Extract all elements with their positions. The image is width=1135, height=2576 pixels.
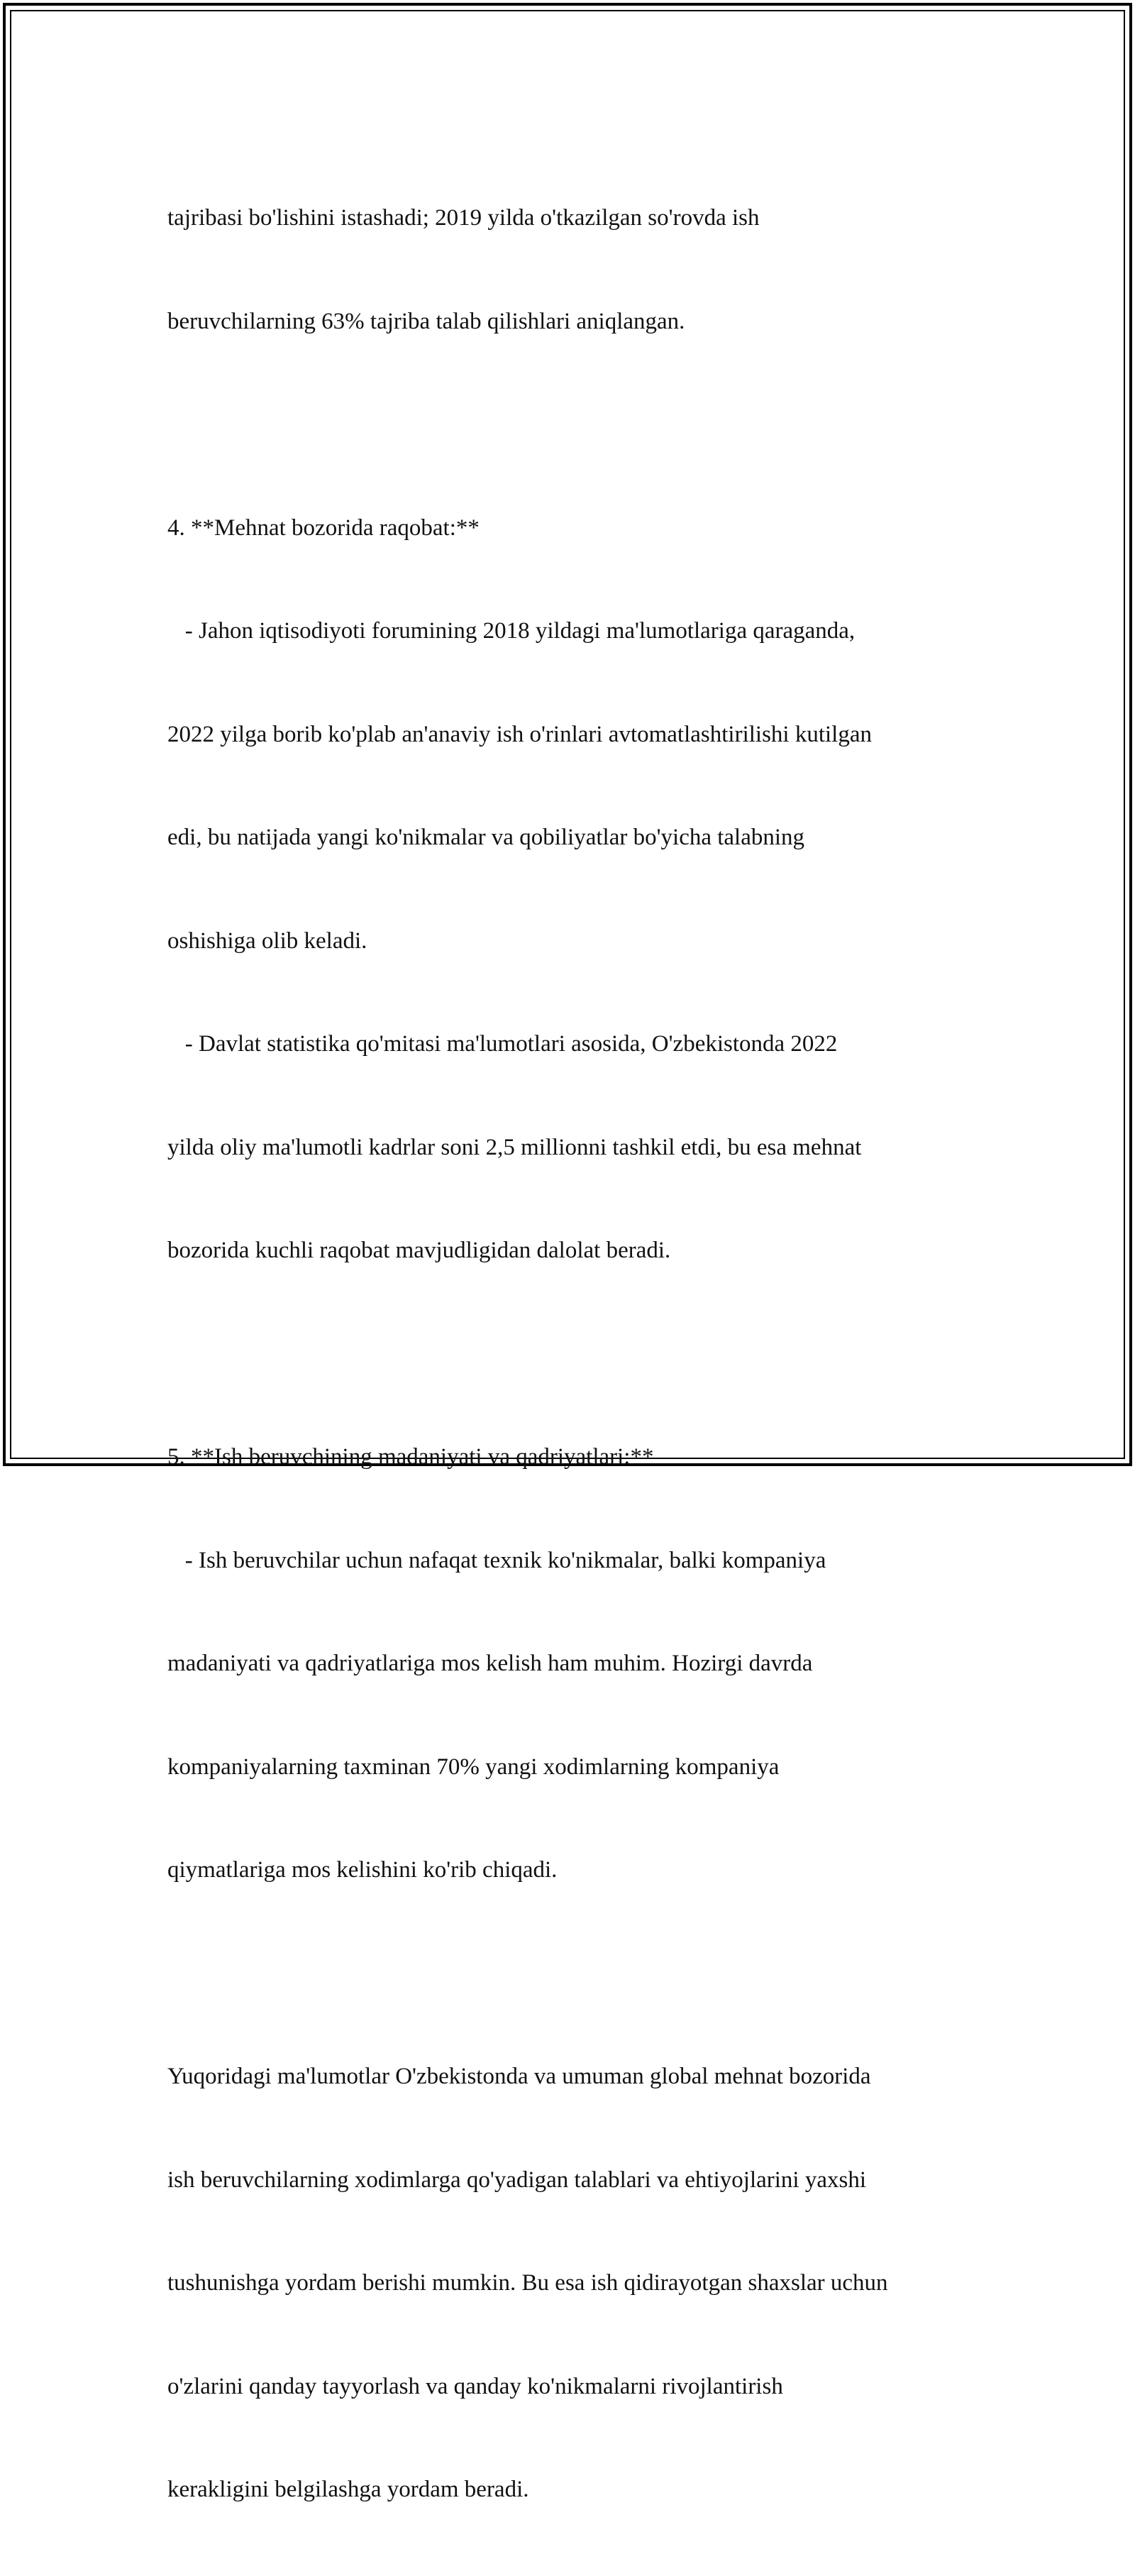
section-employer-culture-values: [167, 1371, 990, 1956]
paragraph-gap: [167, 1956, 990, 1991]
section-heading: 4. **Mehnat bozorida raqobat:**: [167, 514, 480, 541]
text-line: tushunishga yordam berishi mumkin. Bu esa ish qidirayotgan shaxslar uchun: [167, 2270, 888, 2296]
text-line: bozorida kuchli raqobat mavjudligidan dalolat beradi.: [167, 1238, 671, 1263]
text-line: o'zlarini qanday tayyorlash va qanday ko'nikmalarni rivojlantirish: [167, 2373, 783, 2399]
paragraph-experience-continuation: [167, 132, 990, 407]
text-line: madaniyati va qadriyatlariga mos kelish ham muhim. Hozirgi davrda: [167, 1651, 813, 1676]
text-line: qiymatlariga mos kelishini ko'rib chiqadi.: [167, 1857, 558, 1883]
text-line: Yuqoridagi ma'lumotlar O'zbekistonda va umuman global mehnat bozorida: [167, 2064, 871, 2089]
text-line: - Ish beruvchilar uchun nafaqat texnik ko'nikmalar, balki kompaniya: [167, 1547, 826, 1573]
paragraph-conclusion: [167, 1991, 990, 2576]
text-line: kerakligini belgilashga yordam beradi.: [167, 2477, 529, 2502]
text-line: oshishiga olib keladi.: [167, 928, 367, 954]
section-heading: 5. **Ish beruvchining madaniyati va qadriyatlari:**: [167, 1444, 654, 1470]
text-line: tajribasi bo'lishini istashadi; 2019 yilda o'tkazilgan so'rovda ish: [167, 205, 760, 231]
paragraph-gap: [167, 407, 990, 442]
text-line: 2022 yilga borib ko'plab an'anaviy ish o'rinlari avtomatlashtirilishi kutilgan: [167, 721, 872, 747]
text-line: ish beruvchilarning xodimlarga qo'yadigan talablari va ehtiyojlarini yaxshi: [167, 2167, 866, 2193]
text-line: - Jahon iqtisodiyoti forumining 2018 yildagi ma'lumotlariga qaraganda,: [167, 618, 856, 644]
text-line: beruvchilarning 63% tajriba talab qilishlari aniqlangan.: [167, 308, 685, 334]
document-body: [167, 132, 990, 2576]
text-line: edi, bu natijada yangi ko'nikmalar va qobiliyatlar bo'yicha talabning: [167, 825, 805, 850]
section-labor-market-competition: [167, 442, 990, 1337]
text-line: - Davlat statistika qo'mitasi ma'lumotlari asosida, O'zbekistonda 2022: [167, 1031, 838, 1057]
paragraph-gap: [167, 1337, 990, 1372]
text-line: yilda oliy ma'lumotli kadrlar soni 2,5 millionni tashkil etdi, bu esa mehnat: [167, 1134, 862, 1160]
text-line: kompaniyalarning taxminan 70% yangi xodimlarning kompaniya: [167, 1754, 780, 1780]
